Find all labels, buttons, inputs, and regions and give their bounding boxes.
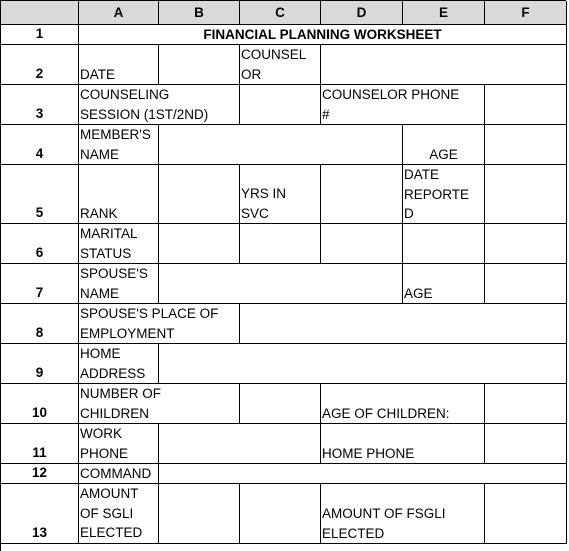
spouses-employment-label-cell[interactable]: SPOUSE'S PLACE OF EMPLOYMENT bbox=[79, 304, 240, 344]
number-of-children-value-cell[interactable] bbox=[240, 384, 321, 424]
column-header-e[interactable]: E bbox=[403, 1, 485, 25]
row-header-4[interactable]: 4 bbox=[1, 125, 79, 165]
row-header-2[interactable]: 2 bbox=[1, 45, 79, 85]
counselor-phone-value-cell[interactable] bbox=[485, 85, 567, 125]
work-phone-label-cell[interactable]: WORK PHONE bbox=[79, 424, 159, 464]
rank-value-cell[interactable] bbox=[159, 165, 240, 224]
amount-sgli-value-cell[interactable] bbox=[240, 484, 321, 544]
row-header-9[interactable]: 9 bbox=[1, 344, 79, 384]
home-address-value-cell[interactable] bbox=[159, 344, 567, 384]
amount-fsgli-label-cell[interactable]: AMOUNT OF FSGLI ELECTED bbox=[321, 484, 485, 544]
date-reported-value-cell[interactable] bbox=[485, 165, 567, 224]
row-header-13[interactable]: 13 bbox=[1, 484, 79, 544]
date-label-cell[interactable]: DATE bbox=[79, 45, 159, 85]
age-of-children-label-cell[interactable]: AGE OF CHILDREN: bbox=[321, 384, 485, 424]
worksheet-title[interactable]: FINANCIAL PLANNING WORKSHEET bbox=[79, 25, 567, 45]
column-header-f[interactable]: F bbox=[485, 1, 567, 25]
yrs-in-svc-value-cell[interactable] bbox=[321, 165, 403, 224]
number-of-children-label-cell[interactable]: NUMBER OF CHILDREN bbox=[79, 384, 240, 424]
date-value-cell[interactable] bbox=[159, 45, 240, 85]
cell-e6[interactable] bbox=[403, 224, 485, 264]
cell-b13[interactable] bbox=[159, 484, 240, 544]
counseling-session-label-cell[interactable]: COUNSELING SESSION (1ST/2ND) bbox=[79, 85, 240, 125]
cell-b6[interactable] bbox=[159, 224, 240, 264]
row-header-1[interactable]: 1 bbox=[1, 25, 79, 45]
row-header-10[interactable]: 10 bbox=[1, 384, 79, 424]
amount-sgli-label-cell[interactable]: AMOUNT OF SGLI ELECTED bbox=[79, 484, 159, 544]
cell-d6[interactable] bbox=[321, 224, 403, 264]
row-header-3[interactable]: 3 bbox=[1, 85, 79, 125]
age-label-cell[interactable]: AGE bbox=[403, 125, 485, 165]
age-value-cell[interactable] bbox=[485, 125, 567, 165]
members-name-value-cell[interactable] bbox=[159, 125, 403, 165]
command-label-cell[interactable]: COMMAND bbox=[79, 464, 159, 484]
column-header-d[interactable]: D bbox=[321, 1, 403, 25]
counselor-phone-label-cell[interactable]: COUNSELOR PHONE # bbox=[321, 85, 485, 125]
select-all-corner[interactable] bbox=[1, 1, 79, 25]
spouses-name-label-cell[interactable]: SPOUSE'S NAME bbox=[79, 264, 159, 304]
amount-fsgli-value-cell[interactable] bbox=[485, 484, 567, 544]
home-address-label-cell[interactable]: HOME ADDRESS bbox=[79, 344, 159, 384]
row-header-12[interactable]: 12 bbox=[1, 464, 79, 484]
row-header-5[interactable]: 5 bbox=[1, 165, 79, 224]
counseling-session-value-cell[interactable] bbox=[240, 85, 321, 125]
column-header-b[interactable]: B bbox=[159, 1, 240, 25]
age-of-children-value-cell[interactable] bbox=[485, 384, 567, 424]
counselor-label-cell[interactable]: COUNSEL OR bbox=[240, 45, 321, 85]
row-header-11[interactable]: 11 bbox=[1, 424, 79, 464]
spouse-age-value-cell[interactable] bbox=[485, 264, 567, 304]
date-reported-label-cell[interactable]: DATE REPORTE D bbox=[403, 165, 485, 224]
cell-c6[interactable] bbox=[240, 224, 321, 264]
rank-label-cell[interactable]: RANK bbox=[79, 165, 159, 224]
row-header-6[interactable]: 6 bbox=[1, 224, 79, 264]
cell-f6[interactable] bbox=[485, 224, 567, 264]
column-header-a[interactable]: A bbox=[79, 1, 159, 25]
row-header-7[interactable]: 7 bbox=[1, 264, 79, 304]
yrs-in-svc-label-cell[interactable]: YRS IN SVC bbox=[240, 165, 321, 224]
spouses-name-value-cell[interactable] bbox=[159, 264, 403, 304]
column-header-c[interactable]: C bbox=[240, 1, 321, 25]
command-value-cell[interactable] bbox=[159, 464, 567, 484]
spouse-age-label-cell[interactable]: AGE bbox=[403, 264, 485, 304]
marital-status-label-cell[interactable]: MARITAL STATUS bbox=[79, 224, 159, 264]
members-name-label-cell[interactable]: MEMBER'S NAME bbox=[79, 125, 159, 165]
home-phone-value-cell[interactable] bbox=[485, 424, 567, 464]
counselor-value-cell[interactable] bbox=[321, 45, 567, 85]
row-header-8[interactable]: 8 bbox=[1, 304, 79, 344]
work-phone-value-cell[interactable] bbox=[159, 424, 321, 464]
spouses-employment-value-cell[interactable] bbox=[240, 304, 567, 344]
home-phone-label-cell[interactable]: HOME PHONE bbox=[321, 424, 485, 464]
